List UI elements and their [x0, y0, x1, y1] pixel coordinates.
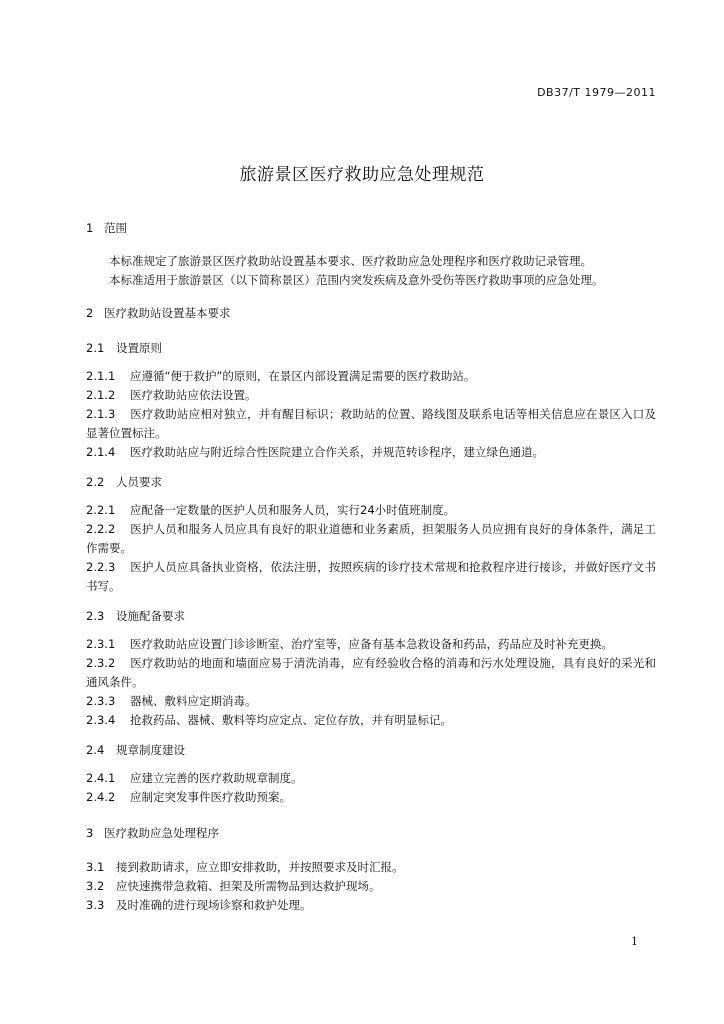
subsection-title: 人员要求: [116, 475, 162, 489]
subsection-title: 设施配备要求: [116, 609, 185, 623]
clause-number: 2.1.4: [86, 445, 116, 459]
section-number: 1: [86, 221, 94, 235]
clause-number: 2.1.3: [86, 407, 116, 421]
subsection-heading-2-2: [86, 472, 656, 492]
section-title: 范围: [104, 221, 127, 235]
subsection-number: 2.1: [86, 341, 105, 355]
section-heading-3: [86, 823, 656, 843]
section-heading-1: [86, 218, 656, 238]
document-title: 旅游景区医疗救助应急处理规范: [239, 165, 485, 185]
clause-text: 医护人员和服务人员应具有良好的职业道德和业务素质，担架服务人员应拥有良好的身体条件，满足工作需要。: [86, 522, 656, 555]
clause-text: 抢救药品、器械、敷料等均应定点、定位存放，并有明显标记。: [130, 713, 452, 727]
clause-number: 3.3: [86, 898, 105, 912]
clause-2-1-2: [86, 386, 656, 405]
subsection-heading-2-3: [86, 606, 656, 626]
clause-number: 2.2.2: [86, 522, 116, 536]
clause-text: 医疗救助站应依法设置。: [130, 388, 257, 402]
clause-text: 应建立完善的医疗救助规章制度。: [130, 771, 303, 785]
clause-text: 医疗救助站的地面和墙面应易于清洗消毒，应有经验收合格的消毒和污水处理设施，具有良好的采光和通风条件。: [86, 656, 656, 689]
section-number: 2: [86, 306, 94, 320]
clause-number: 3.2: [86, 879, 105, 893]
clause-number: 2.4.1: [86, 771, 116, 785]
clause-2-2-2: [86, 520, 656, 558]
subsection-heading-2-4: [86, 740, 656, 760]
clause-number: 2.1.1: [86, 369, 116, 383]
clause-2-3-1: [86, 635, 656, 654]
clause-text: 接到救助请求，应立即安排救助，并按照要求及时汇报。: [116, 860, 404, 874]
clause-2-2-3: [86, 558, 656, 596]
standard-number: DB37/T 1979—2011: [537, 86, 656, 99]
clause-2-3-4: [86, 711, 656, 730]
clause-text: 医护人员应具备执业资格，依法注册，按照疾病的诊疗技术常规和抢救程序进行接诊，并做好医疗文书书写。: [86, 560, 656, 593]
clause-2-2-1: [86, 501, 656, 520]
clause-2-4-1: [86, 769, 656, 788]
clause-text: 医疗救助站应设置门诊诊断室、治疗室等，应备有基本急救设备和药品，药品应及时补充更换。: [130, 637, 613, 651]
clause-number: 2.3.1: [86, 637, 116, 651]
clause-2-1-1: [86, 367, 656, 386]
clause-text: 器械、敷料应定期消毒。: [130, 694, 257, 708]
clause-text: 应遵循“便于救护”的原则，在景区内部设置满足需要的医疗救助站。: [130, 369, 476, 383]
clause-text: 医疗救助站应相对独立，并有醒目标识；救助站的位置、路线图及联系电话等相关信息应在景区入口及显著位置标注。: [86, 407, 656, 440]
clause-number: 2.2.3: [86, 560, 116, 574]
clause-number: 2.1.2: [86, 388, 116, 402]
clause-text: 应配备一定数量的医护人员和服务人员，实行24小时值班制度。: [130, 503, 456, 517]
clause-2-1-3: [86, 405, 656, 443]
clause-number: 2.3.4: [86, 713, 116, 727]
clause-number: 2.3.2: [86, 656, 116, 670]
clause-3-1: [86, 858, 656, 877]
section-heading-2: [86, 303, 656, 323]
clause-3-3: [86, 896, 656, 915]
subsection-number: 2.2: [86, 475, 105, 489]
clause-text: 应制定突发事件医疗救助预案。: [130, 790, 291, 804]
document-body: [86, 218, 656, 915]
subsection-title: 设置原则: [116, 341, 162, 355]
clause-number: 2.2.1: [86, 503, 116, 517]
clause-3-2: [86, 877, 656, 896]
subsection-number: 2.3: [86, 609, 105, 623]
clause-number: 3.1: [86, 860, 105, 874]
clause-number: 2.3.3: [86, 694, 116, 708]
clause-2-3-3: [86, 692, 656, 711]
clause-2-1-4: [86, 443, 656, 462]
section-number: 3: [86, 826, 94, 840]
scope-paragraph-1: 本标准规定了旅游景区医疗救助站设置基本要求、医疗救助应急处理程序和医疗救助记录管理。: [109, 254, 592, 268]
clause-text: 应快速携带急救箱、担架及所需物品到达救护现场。: [116, 879, 381, 893]
clause-text: 及时准确的进行现场诊察和救护处理。: [116, 898, 312, 912]
page-number: 1: [631, 935, 638, 948]
subsection-number: 2.4: [86, 743, 105, 757]
section-title: 医疗救助应急处理程序: [104, 826, 219, 840]
subsection-heading-2-1: [86, 338, 656, 358]
clause-text: 医疗救助站应与附近综合性医院建立合作关系，并规范转诊程序，建立绿色通道。: [130, 445, 544, 459]
scope-paragraph-2: 本标准适用于旅游景区（以下简称景区）范围内突发疾病及意外受伤等医疗救助事项的应急处理。: [109, 273, 604, 287]
clause-2-3-2: [86, 654, 656, 692]
section-title: 医疗救助站设置基本要求: [104, 306, 231, 320]
subsection-title: 规章制度建设: [116, 743, 185, 757]
clause-2-4-2: [86, 788, 656, 807]
clause-number: 2.4.2: [86, 790, 116, 804]
